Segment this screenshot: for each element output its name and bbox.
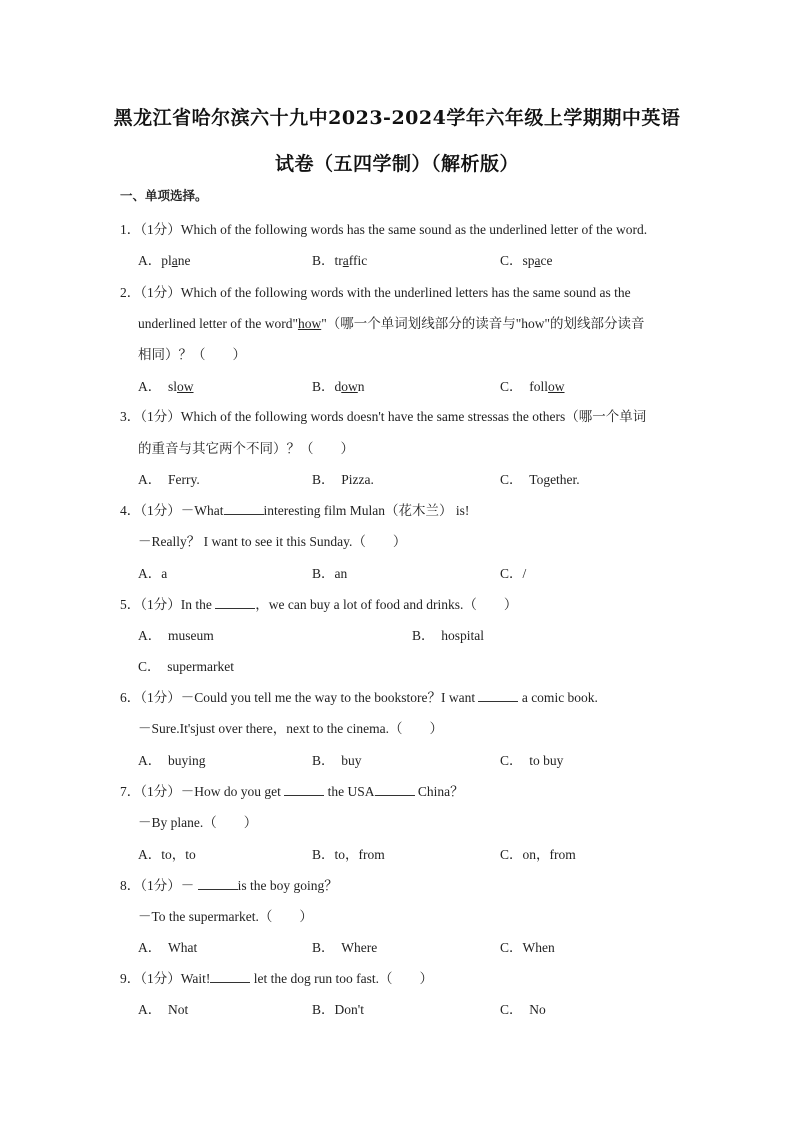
answer-blank[interactable] xyxy=(198,878,238,890)
question-7-reply: －By plane.（ ） xyxy=(138,815,258,830)
question-score: （1分） xyxy=(140,285,181,300)
question-score: （1分） xyxy=(140,878,181,893)
question-stem: Which of the following words with the underlined letters has the same sound as the xyxy=(180,285,631,300)
question-stem: Which of the following words has the same sound as the underlined letter of the word. xyxy=(180,222,648,237)
option-3b[interactable]: B． Pizza. xyxy=(312,472,374,487)
question-2 xyxy=(120,281,631,301)
question-stem: Which of the following words doesn't have the same stressas the others（哪一个单词 xyxy=(180,409,647,424)
question-score: （1分） xyxy=(140,597,181,612)
answer-blank[interactable] xyxy=(284,784,324,796)
option-2b[interactable]: B．down xyxy=(312,379,365,394)
answer-blank[interactable] xyxy=(215,597,255,609)
option-5c[interactable]: C． supermarket xyxy=(138,659,234,674)
option-3a[interactable]: A． Ferry. xyxy=(138,472,200,487)
option-4c[interactable]: C．/ xyxy=(500,566,527,581)
option-3c[interactable]: C． Together. xyxy=(500,472,580,487)
question-number: 8． xyxy=(120,878,141,893)
question-number: 3． xyxy=(120,409,141,424)
option-6b[interactable]: B． buy xyxy=(312,753,362,768)
question-score: （1分） xyxy=(140,784,181,799)
answer-blank[interactable] xyxy=(224,503,264,515)
question-number: 1． xyxy=(120,222,141,237)
question-number: 7． xyxy=(120,784,141,799)
option-8c[interactable]: C．When xyxy=(500,940,555,955)
question-4-reply: －Really？ I want to see it this Sunday.（ ） xyxy=(138,534,407,549)
option-4b[interactable]: B．an xyxy=(312,566,348,581)
page-title-line1: 黑龙江省哈尔滨六十九中2023-2024学年六年级上学期期中英语 xyxy=(113,107,681,129)
question-3-cont: 的重音与其它两个不同）？（ ） xyxy=(138,441,354,456)
page-title-line2: 试卷（五四学制）（解析版） xyxy=(274,153,519,175)
option-2a[interactable]: A． slow xyxy=(138,379,194,394)
question-4: 4．（1分）－What interesting film Mulan（花木兰） is! xyxy=(120,503,470,518)
option-6a[interactable]: A． buying xyxy=(138,753,206,768)
question-score: （1分） xyxy=(140,503,181,518)
question-3 xyxy=(120,405,646,425)
question-score: （1分） xyxy=(140,971,181,986)
option-9b[interactable]: B．Don't xyxy=(312,1002,364,1017)
question-number: 9． xyxy=(120,971,141,986)
question-number: 5． xyxy=(120,597,141,612)
option-7a[interactable]: A．to，to xyxy=(138,847,196,862)
option-1b[interactable]: B．traffic xyxy=(312,253,368,268)
question-score: （1分） xyxy=(140,222,181,237)
question-1 xyxy=(120,218,647,238)
question-9: 9．（1分）Wait! let the dog run too fast.（ ） xyxy=(120,971,434,986)
section-heading: 一、单项选择。 xyxy=(120,188,208,203)
option-8b[interactable]: B． Where xyxy=(312,940,378,955)
option-1c[interactable]: C．space xyxy=(500,253,553,268)
option-9c[interactable]: C． No xyxy=(500,1002,546,1017)
option-1a[interactable]: A．plane xyxy=(138,253,191,268)
question-score: （1分） xyxy=(140,690,181,705)
answer-blank[interactable] xyxy=(210,971,250,983)
answer-blank[interactable] xyxy=(375,784,415,796)
option-8a[interactable]: A． What xyxy=(138,940,198,955)
question-8: 8．（1分）－ is the boy going？ xyxy=(120,878,338,893)
question-7: 7．（1分）－How do you get the USA China？ xyxy=(120,784,464,799)
question-5: 5．（1分）In the ，we can buy a lot of food and drinks.（ ） xyxy=(120,597,518,612)
option-5a[interactable]: A． museum xyxy=(138,628,214,643)
question-2-cont: underlined letter of the word"how"（哪一个单词划线部分的读音与"how"的划线部分读音 xyxy=(138,316,645,331)
option-4a[interactable]: A．a xyxy=(138,566,168,581)
option-6c[interactable]: C． to buy xyxy=(500,753,564,768)
option-5b[interactable]: B． hospital xyxy=(412,628,485,643)
question-8-reply: －To the supermarket.（ ） xyxy=(138,909,313,924)
question-number: 4． xyxy=(120,503,141,518)
option-7b[interactable]: B．to，from xyxy=(312,847,385,862)
answer-blank[interactable] xyxy=(478,690,518,702)
question-2-cont2: 相同）？（ ） xyxy=(138,347,246,362)
question-6-reply: －Sure.It'sjust over there，next to the cinema.（ ） xyxy=(138,721,443,736)
option-2c[interactable]: C． follow xyxy=(500,379,565,394)
question-6: 6．（1分）－Could you tell me the way to the bookstore？I want a comic book. xyxy=(120,690,598,705)
option-9a[interactable]: A． Not xyxy=(138,1002,189,1017)
question-number: 2． xyxy=(120,285,141,300)
question-number: 6． xyxy=(120,690,141,705)
option-7c[interactable]: C．on，from xyxy=(500,847,576,862)
question-score: （1分） xyxy=(140,409,181,424)
